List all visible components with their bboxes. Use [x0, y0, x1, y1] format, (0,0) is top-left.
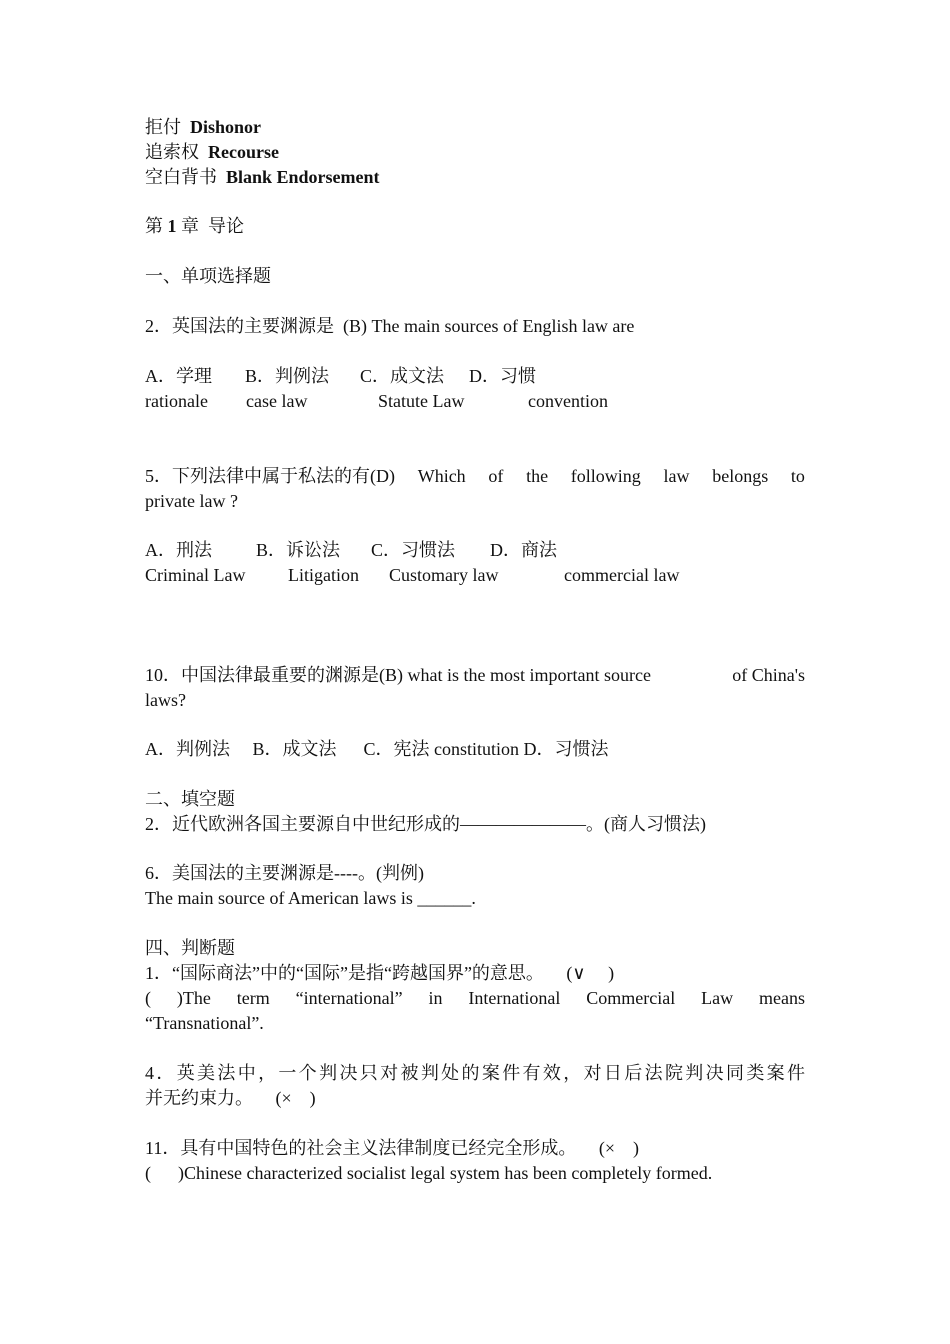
- chapter-title: 章 导论: [181, 216, 244, 236]
- tf-question-4-line2: 并无约束力。 (× ): [145, 1088, 316, 1108]
- chapter-heading: [145, 215, 244, 237]
- term-zh: 追索权: [145, 142, 199, 162]
- word: the: [526, 466, 549, 486]
- char: 只: [359, 1063, 378, 1083]
- word: Which: [417, 466, 466, 486]
- word: )The: [176, 988, 211, 1008]
- char: 决: [705, 1063, 724, 1083]
- tf-question-1-line2: [145, 987, 805, 1009]
- char: 的: [461, 1063, 480, 1083]
- char: ．: [156, 1063, 175, 1083]
- word: belongs: [712, 466, 769, 486]
- question-10-line1: [145, 664, 805, 686]
- q5-option-a: A．刑法: [145, 540, 212, 560]
- term-en: Dishonor: [190, 117, 262, 137]
- char: 对: [583, 1063, 602, 1083]
- word: (: [145, 988, 151, 1008]
- q2-option-a-en: rationale: [145, 391, 208, 411]
- word: to: [790, 466, 805, 486]
- q5-option-d: D．商法: [490, 540, 557, 560]
- fill-question-6-line2: The main source of American laws is ______.: [145, 888, 476, 908]
- question-5-line1: [145, 465, 805, 487]
- term-en: Recourse: [208, 142, 279, 162]
- tf-question-11-line1: 11．具有中国特色的社会主义法律制度已经完全形成。 (× ): [145, 1138, 639, 1158]
- char: 英: [176, 1063, 195, 1083]
- char: 案: [766, 1063, 785, 1083]
- term-blank-endorsement: [145, 166, 380, 188]
- q2-option-d: D．习惯: [469, 366, 536, 386]
- char: 效: [542, 1063, 561, 1083]
- q5-option-c: C．习惯法: [371, 540, 456, 560]
- word: in: [428, 988, 443, 1008]
- char: 后: [624, 1063, 643, 1083]
- q2-option-b-en: case law: [246, 391, 308, 411]
- char: 一: [278, 1063, 297, 1083]
- question-10-options: A．判例法 B．成文法 C．宪法 constitution D．习惯法: [145, 739, 609, 759]
- char: 类: [746, 1063, 765, 1083]
- fill-question-2: 2．近代欧洲各国主要源自中世纪形成的———————。(商人习惯法): [145, 814, 706, 834]
- q2-option-a: A．学理: [145, 366, 212, 386]
- text-segment: 10．中国法律最重要的渊源是(B) what is the most important source: [145, 665, 651, 685]
- q5-option-c-en: Customary law: [389, 565, 499, 585]
- char: 有: [522, 1063, 541, 1083]
- word: Commercial: [586, 988, 676, 1008]
- char: 决: [339, 1063, 358, 1083]
- section-title-true-false: 四、判断题: [145, 938, 235, 958]
- q2-option-c: C．成文法: [360, 366, 445, 386]
- tf-question-1-line3: “Transnational”.: [145, 1013, 264, 1033]
- word: “international”: [295, 988, 403, 1008]
- char: 法: [217, 1063, 236, 1083]
- tf-question-4-line1: [145, 1062, 805, 1084]
- char: 日: [603, 1063, 622, 1083]
- char: 院: [664, 1063, 683, 1083]
- word: term: [236, 988, 270, 1008]
- char: 件: [787, 1063, 805, 1083]
- text-segment: of China's: [732, 665, 805, 685]
- char: 案: [481, 1063, 500, 1083]
- char: 处: [441, 1063, 460, 1083]
- q2-option-b: B．判例法: [245, 366, 330, 386]
- term-recourse: [145, 141, 279, 163]
- word: law: [663, 466, 690, 486]
- question-5-line2: private law ?: [145, 491, 238, 511]
- char: 美: [197, 1063, 216, 1083]
- char: 判: [319, 1063, 338, 1083]
- char: ，: [563, 1063, 582, 1083]
- char: 个: [298, 1063, 317, 1083]
- char: 法: [644, 1063, 663, 1083]
- term-zh: 拒付: [145, 117, 181, 137]
- question-10-line2: laws?: [145, 690, 186, 710]
- char: 判: [420, 1063, 439, 1083]
- q5-option-b: B．诉讼法: [256, 540, 341, 560]
- q2-option-c-en: Statute Law: [378, 391, 465, 411]
- section-title-fill-blank: 二、填空题: [145, 789, 235, 809]
- tf-question-1-line1: 1．“国际商法”中的“国际”是指“跨越国界”的意思。 (∨ ): [145, 963, 615, 983]
- char: 4: [145, 1063, 154, 1083]
- chapter-prefix: 第: [145, 216, 163, 236]
- word: Law: [701, 988, 734, 1008]
- word: means: [759, 988, 805, 1008]
- fill-question-6-line1: 6．美国法的主要渊源是----。(判例): [145, 863, 424, 883]
- section-title-single-choice: 一、单项选择题: [145, 266, 271, 286]
- char: 中: [237, 1063, 256, 1083]
- term-dishonor: [145, 116, 261, 138]
- char: ，: [258, 1063, 277, 1083]
- q5-option-a-en: Criminal Law: [145, 565, 246, 585]
- term-en: Blank Endorsement: [226, 167, 380, 187]
- q2-option-d-en: convention: [528, 391, 608, 411]
- char: 被: [400, 1063, 419, 1083]
- char: 判: [685, 1063, 704, 1083]
- q5-option-b-en: Litigation: [288, 565, 359, 585]
- char: 件: [502, 1063, 521, 1083]
- word: of: [488, 466, 504, 486]
- char: 同: [725, 1063, 744, 1083]
- word: following: [570, 466, 641, 486]
- word: 5．下列法律中属于私法的有(D): [145, 466, 395, 486]
- tf-question-11-line2: ( )Chinese characterized socialist legal system has been completely formed.: [145, 1163, 713, 1183]
- word: International: [468, 988, 561, 1008]
- char: 对: [380, 1063, 399, 1083]
- chapter-number: 1: [167, 216, 177, 236]
- term-zh: 空白背书: [145, 167, 217, 187]
- q5-option-d-en: commercial law: [564, 565, 680, 585]
- question-2-text: 2．英国法的主要渊源是 (B) The main sources of English law are: [145, 316, 635, 336]
